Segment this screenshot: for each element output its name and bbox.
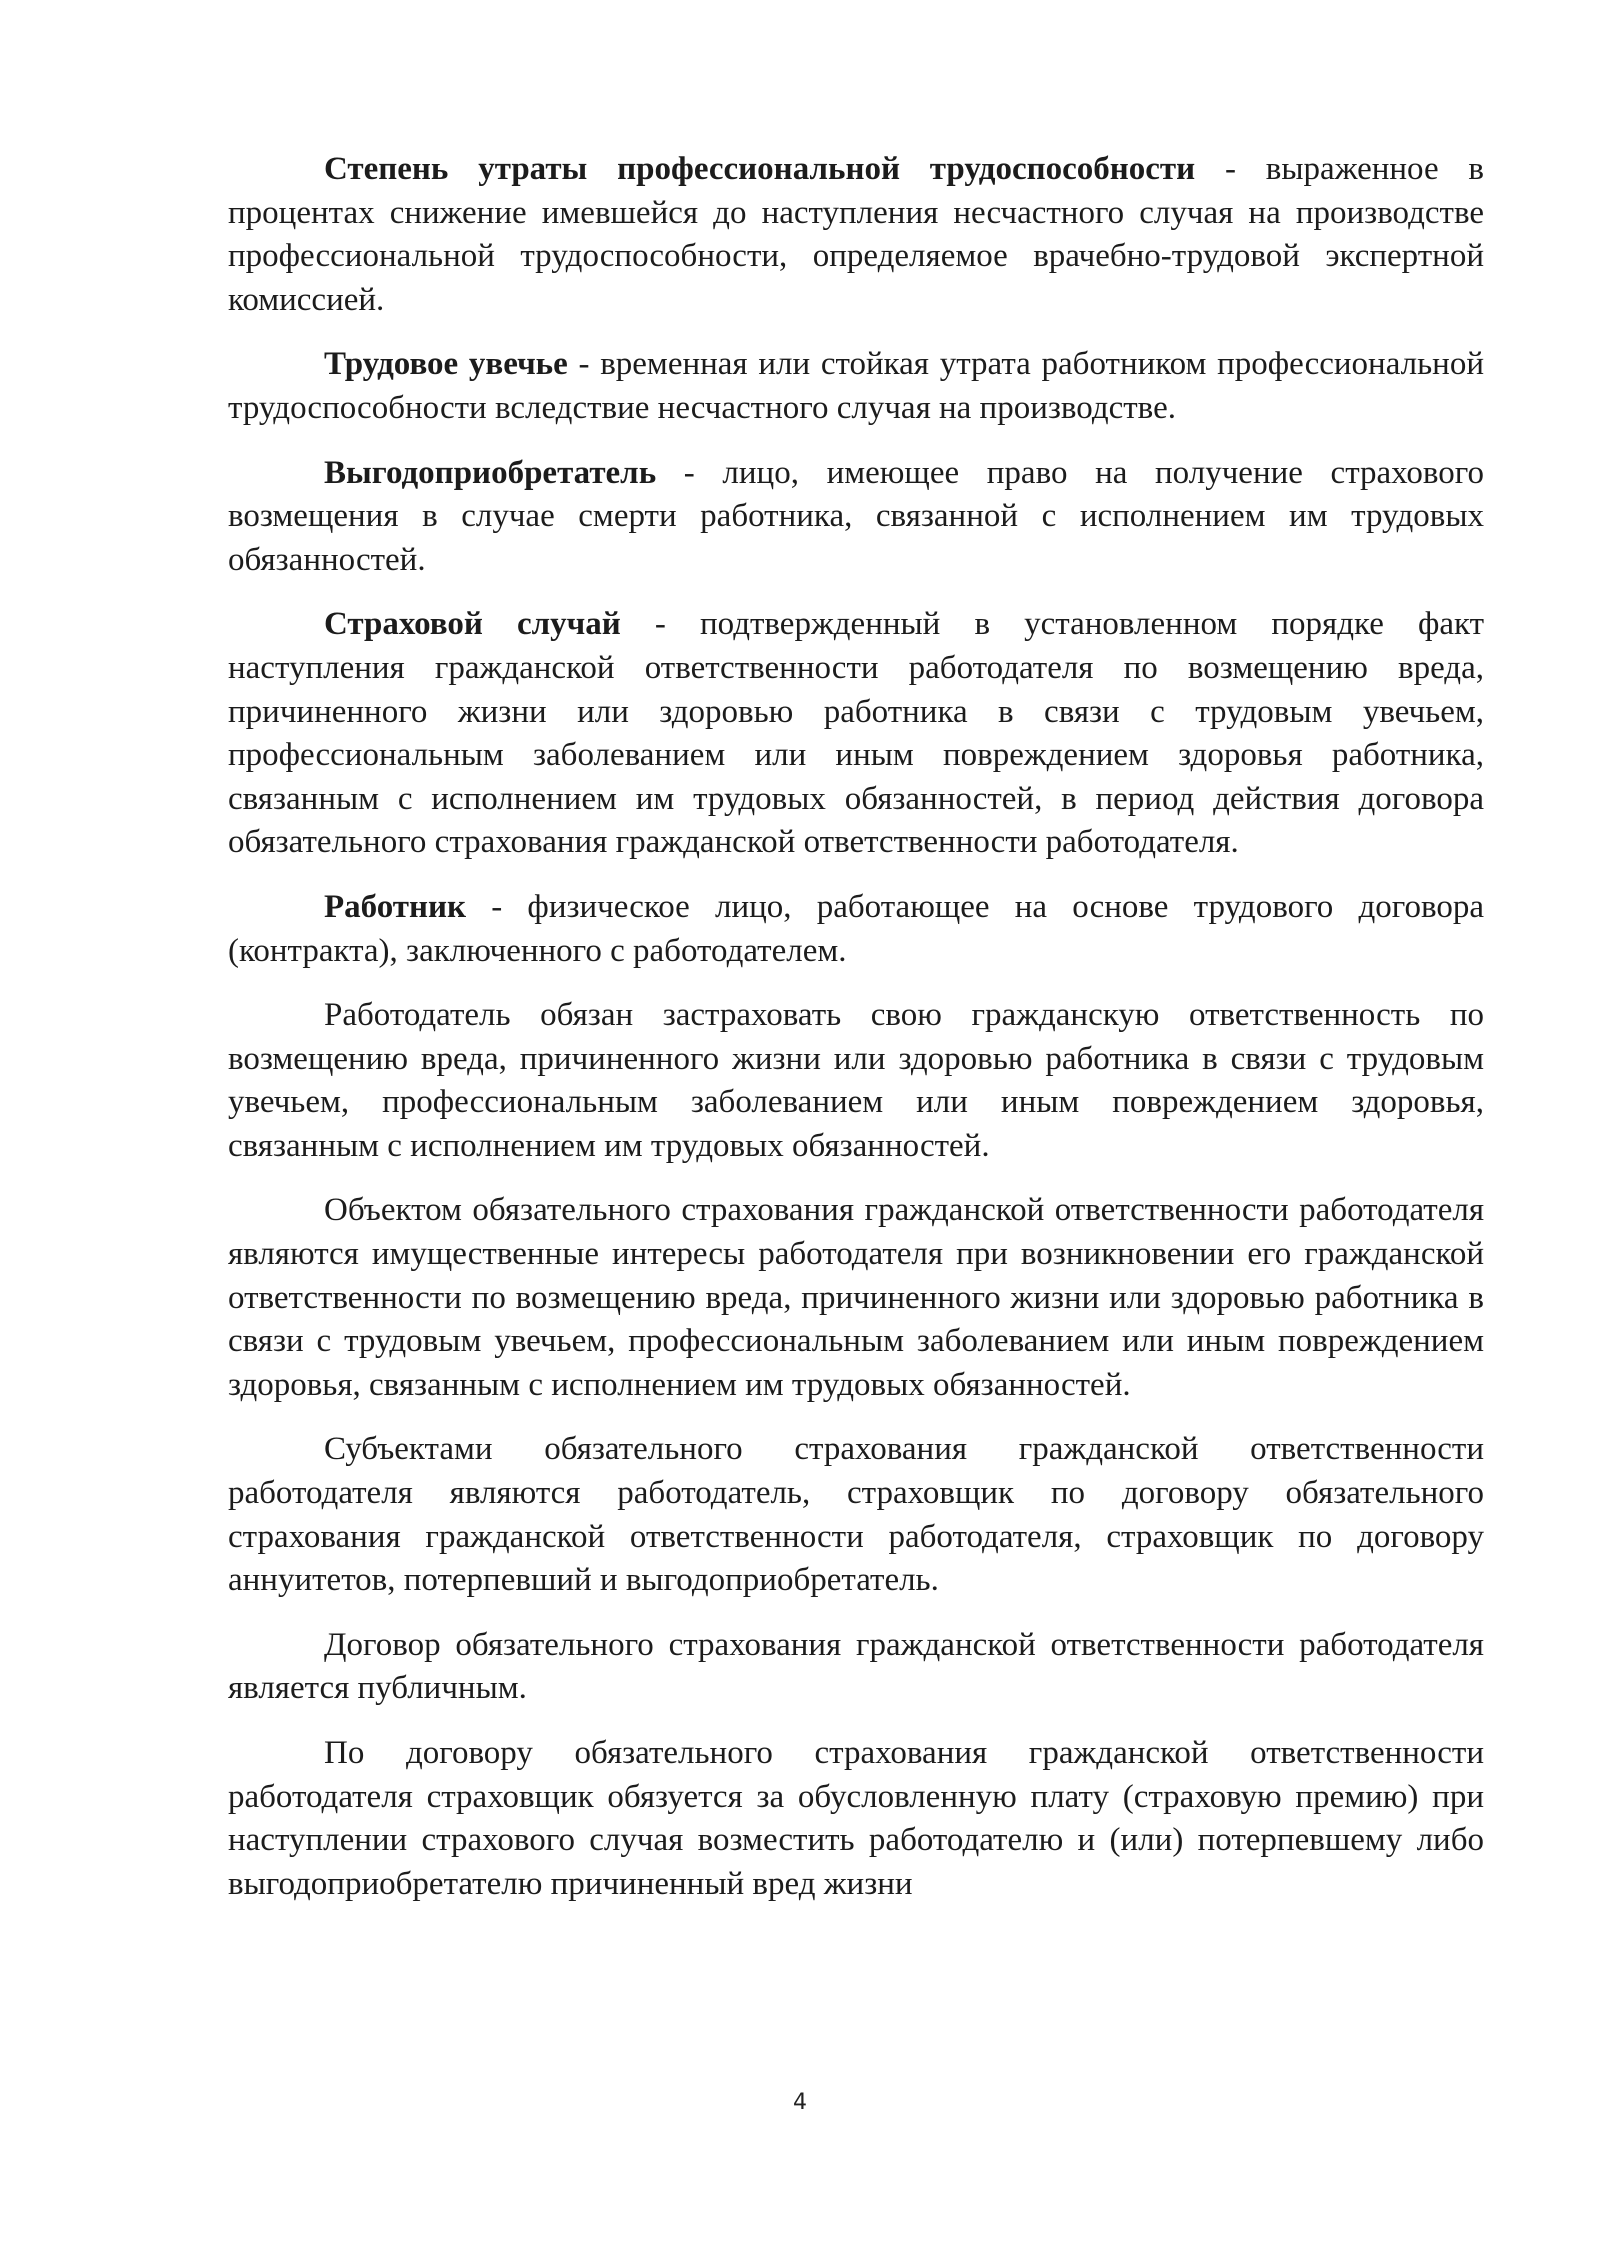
body-paragraph (228, 994, 1484, 1168)
definition-term: Выгодоприобретатель (324, 454, 657, 491)
definition-term: Работник (324, 888, 467, 925)
body-paragraph (228, 1732, 1484, 1906)
definition-text: - подтвержденный в установленном порядке факт наступления гражданской ответственности работодателя по возмещению вреда, причиненного жизни или здоровью работника в связи с трудовым увечьем, профессиональным заболеванием или иным повреждением здоровья работника, связанным с исполнением им трудовых обязанностей, в период действия договора обязательного страхования гражданской ответственности работодателя. (228, 606, 1484, 861)
page-number: 4 (793, 2090, 807, 2115)
paragraph-text: Объектом обязательного страхования гражданской ответственности работодателя являются имущественные интересы работодателя при возникновении его гражданской ответственности по возмещению вреда, причиненного жизни или здоровью работника в связи с трудовым увечьем, профессиональным заболеванием или иным повреждением здоровья, связанным с исполнением им трудовых обязанностей. (228, 1192, 1484, 1403)
paragraph-text: Субъектами обязательного страхования гражданской ответственности работодателя являются работодатель, страховщик по договору обязательного страхования гражданской ответственности работодателя, страховщик по договору аннуитетов, потерпевший и выгодоприобретатель. (228, 1431, 1484, 1599)
definition-term: Степень утраты профессиональной трудоспособности (324, 151, 1196, 187)
paragraph-text: Работодатель обязан застраховать свою гражданскую ответственность по возмещению вреда, причиненного жизни или здоровью работника в связи с трудовым увечьем, профессиональным заболеванием или иным повреждением здоровья, связанным с исполнением им трудовых обязанностей. (228, 997, 1484, 1164)
definition-paragraph (228, 343, 1484, 430)
body-paragraph (228, 1189, 1484, 1407)
document-page (228, 148, 1484, 1927)
definition-text: - временная или стойкая утрата работником профессиональной трудоспособности вследствие несчастного случая на производстве. (228, 346, 1484, 426)
definition-paragraph (228, 603, 1484, 865)
paragraph-text: По договору обязательного страхования гражданской ответственности работодателя страховщик обязуется за обусловленную плату (страховую премию) при наступлении страхового случая возместить работодателю и (или) потерпевшему либо выгодоприобретателю причиненный вред жизни (228, 1735, 1484, 1902)
definition-text: - физическое лицо, работающее на основе трудового договора (контракта), заключенного с работодателем. (228, 888, 1484, 969)
body-paragraph (228, 1624, 1484, 1711)
definition-term: Трудовое увечье (324, 346, 568, 383)
definition-paragraph (228, 886, 1484, 973)
body-paragraph (228, 1428, 1484, 1602)
definition-term: Страховой случай (324, 606, 621, 643)
definition-text: - лицо, имеющее право на получение страхового возмещения в случае смерти работника, связанной с исполнением им трудовых обязанностей. (228, 454, 1484, 578)
definition-paragraph (228, 148, 1484, 322)
paragraph-text: Договор обязательного страхования гражданской ответственности работодателя является публичным. (228, 1626, 1484, 1707)
definition-paragraph (228, 452, 1484, 583)
definition-text: - выраженное в процентах снижение имевшейся до наступления несчастного случая на производстве профессиональной трудоспособности, определяемое врачебно-трудовой экспертной комиссией. (228, 151, 1485, 318)
